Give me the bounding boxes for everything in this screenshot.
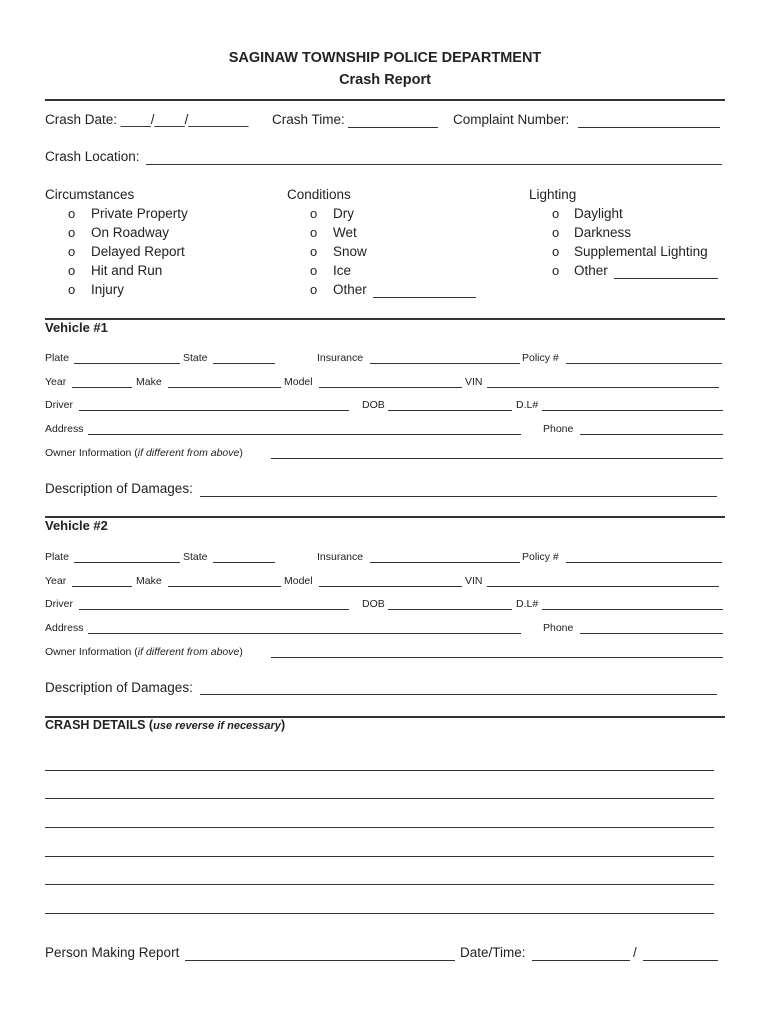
checkbox-private-property[interactable]: o: [68, 206, 76, 221]
circumstances-heading: Circumstances: [45, 187, 135, 202]
person-making-report-field[interactable]: [185, 960, 455, 961]
v1-vin-label: VIN: [465, 376, 483, 388]
v2-plate-field[interactable]: [74, 562, 180, 563]
checkbox-supplemental-lighting[interactable]: o: [552, 244, 560, 259]
v1-phone-label: Phone: [543, 423, 574, 435]
v1-insurance-field[interactable]: [370, 363, 520, 364]
v1-owner-info-label: Owner Information (if different from above): [45, 447, 243, 459]
date-time-separator: /: [633, 945, 637, 960]
v2-dob-field[interactable]: [388, 609, 512, 610]
v1-make-field[interactable]: [168, 387, 281, 388]
v1-damages-field[interactable]: [200, 496, 717, 497]
option-supplemental-lighting: Supplemental Lighting: [574, 244, 708, 259]
crash-details-line-2[interactable]: [45, 798, 714, 799]
report-title: Crash Report: [339, 72, 431, 88]
v2-make-label: Make: [136, 575, 162, 587]
v2-phone-label: Phone: [543, 622, 574, 634]
v2-year-label: Year: [45, 575, 67, 587]
v1-model-field[interactable]: [319, 387, 462, 388]
vehicle2-divider: [45, 516, 725, 518]
crash-details-heading: CRASH DETAILS (use reverse if necessary): [45, 718, 286, 732]
v2-owner-info-field[interactable]: [271, 657, 723, 658]
v1-year-field[interactable]: [72, 387, 132, 388]
crash-location-field[interactable]: [146, 164, 722, 165]
other-lighting-field[interactable]: [614, 278, 718, 279]
v2-plate-label: Plate: [45, 551, 69, 563]
v1-driver-label: Driver: [45, 399, 73, 411]
crash-location-label: Crash Location:: [45, 149, 140, 164]
v1-damages-label: Description of Damages:: [45, 481, 193, 496]
checkbox-daylight[interactable]: o: [552, 206, 560, 221]
crash-date-label: Crash Date: ____/____/________: [45, 112, 249, 127]
v1-plate-field[interactable]: [74, 363, 180, 364]
option-other-lighting: Other: [574, 263, 608, 278]
crash-details-line-5[interactable]: [45, 884, 714, 885]
v2-insurance-label: Insurance: [317, 551, 364, 563]
v1-policy-field[interactable]: [566, 363, 722, 364]
time-field[interactable]: [643, 960, 718, 961]
v2-model-label: Model: [284, 575, 313, 587]
v1-vin-field[interactable]: [487, 387, 719, 388]
v1-dl-label: D.L#: [516, 399, 539, 411]
v1-owner-info-field[interactable]: [271, 458, 723, 459]
v2-state-field[interactable]: [213, 562, 275, 563]
checkbox-darkness[interactable]: o: [552, 225, 560, 240]
crash-details-line-3[interactable]: [45, 827, 714, 828]
checkbox-delayed-report[interactable]: o: [68, 244, 76, 259]
option-dry: Dry: [333, 206, 354, 221]
vehicle2-heading: Vehicle #2: [45, 518, 108, 533]
v2-owner-info-label: Owner Information (if different from above): [45, 646, 243, 658]
v2-phone-field[interactable]: [580, 633, 723, 634]
crash-details-line-6[interactable]: [45, 913, 714, 914]
checkbox-wet[interactable]: o: [310, 225, 318, 240]
v1-dob-field[interactable]: [388, 410, 512, 411]
v2-insurance-field[interactable]: [370, 562, 520, 563]
v1-dob-label: DOB: [362, 399, 385, 411]
complaint-number-label: Complaint Number:: [453, 112, 570, 127]
header-divider: [45, 99, 725, 101]
checkbox-ice[interactable]: o: [310, 263, 318, 278]
v2-vin-label: VIN: [465, 575, 483, 587]
v2-policy-label: Policy #: [522, 551, 559, 563]
option-wet: Wet: [333, 225, 357, 240]
v2-damages-label: Description of Damages:: [45, 680, 193, 695]
v2-damages-field[interactable]: [200, 694, 717, 695]
v2-vin-field[interactable]: [487, 586, 719, 587]
person-making-report-label: Person Making Report: [45, 945, 180, 960]
crash-details-line-4[interactable]: [45, 856, 714, 857]
vehicle1-divider: [45, 318, 725, 320]
v2-driver-label: Driver: [45, 598, 73, 610]
v2-make-field[interactable]: [168, 586, 281, 587]
checkbox-injury[interactable]: o: [68, 282, 76, 297]
v2-dl-field[interactable]: [542, 609, 723, 610]
date-field[interactable]: [532, 960, 630, 961]
date-time-label: Date/Time:: [460, 945, 526, 960]
v1-address-field[interactable]: [88, 434, 521, 435]
v1-year-label: Year: [45, 376, 67, 388]
option-private-property: Private Property: [91, 206, 188, 221]
option-ice: Ice: [333, 263, 352, 278]
v2-address-label: Address: [45, 622, 84, 634]
v1-policy-label: Policy #: [522, 352, 559, 364]
v1-dl-field[interactable]: [542, 410, 723, 411]
v1-state-field[interactable]: [213, 363, 275, 364]
option-other-condition: Other: [333, 282, 367, 297]
checkbox-other-condition[interactable]: o: [310, 282, 318, 297]
checkbox-snow[interactable]: o: [310, 244, 318, 259]
v2-dl-label: D.L#: [516, 598, 539, 610]
v2-address-field[interactable]: [88, 633, 521, 634]
v1-address-label: Address: [45, 423, 84, 435]
checkbox-on-roadway[interactable]: o: [68, 225, 76, 240]
lighting-heading: Lighting: [529, 187, 577, 202]
v1-state-label: State: [183, 352, 208, 364]
v1-make-label: Make: [136, 376, 162, 388]
option-hit-and-run: Hit and Run: [91, 263, 163, 278]
v1-insurance-label: Insurance: [317, 352, 364, 364]
v1-model-label: Model: [284, 376, 313, 388]
option-on-roadway: On Roadway: [91, 225, 170, 240]
option-injury: Injury: [91, 282, 125, 297]
complaint-number-field[interactable]: [578, 127, 720, 128]
conditions-heading: Conditions: [287, 187, 351, 202]
option-delayed-report: Delayed Report: [91, 244, 185, 259]
v1-plate-label: Plate: [45, 352, 69, 364]
crash-details-line-1[interactable]: [45, 770, 714, 771]
crash-time-label: Crash Time:: [272, 112, 345, 127]
vehicle1-heading: Vehicle #1: [45, 320, 108, 335]
v1-phone-field[interactable]: [580, 434, 723, 435]
v2-model-field[interactable]: [319, 586, 462, 587]
v2-state-label: State: [183, 551, 208, 563]
v1-driver-field[interactable]: [79, 410, 349, 411]
checkbox-other-lighting[interactable]: o: [552, 263, 560, 278]
v2-year-field[interactable]: [72, 586, 132, 587]
other-condition-field[interactable]: [373, 297, 476, 298]
crash-time-field[interactable]: [348, 127, 438, 128]
checkbox-hit-and-run[interactable]: o: [68, 263, 76, 278]
checkbox-dry[interactable]: o: [310, 206, 318, 221]
department-name: SAGINAW TOWNSHIP POLICE DEPARTMENT: [228, 50, 542, 66]
v2-driver-field[interactable]: [79, 609, 349, 610]
option-daylight: Daylight: [574, 206, 623, 221]
option-snow: Snow: [333, 244, 367, 259]
v2-dob-label: DOB: [362, 598, 385, 610]
v2-policy-field[interactable]: [566, 562, 722, 563]
option-darkness: Darkness: [574, 225, 632, 240]
